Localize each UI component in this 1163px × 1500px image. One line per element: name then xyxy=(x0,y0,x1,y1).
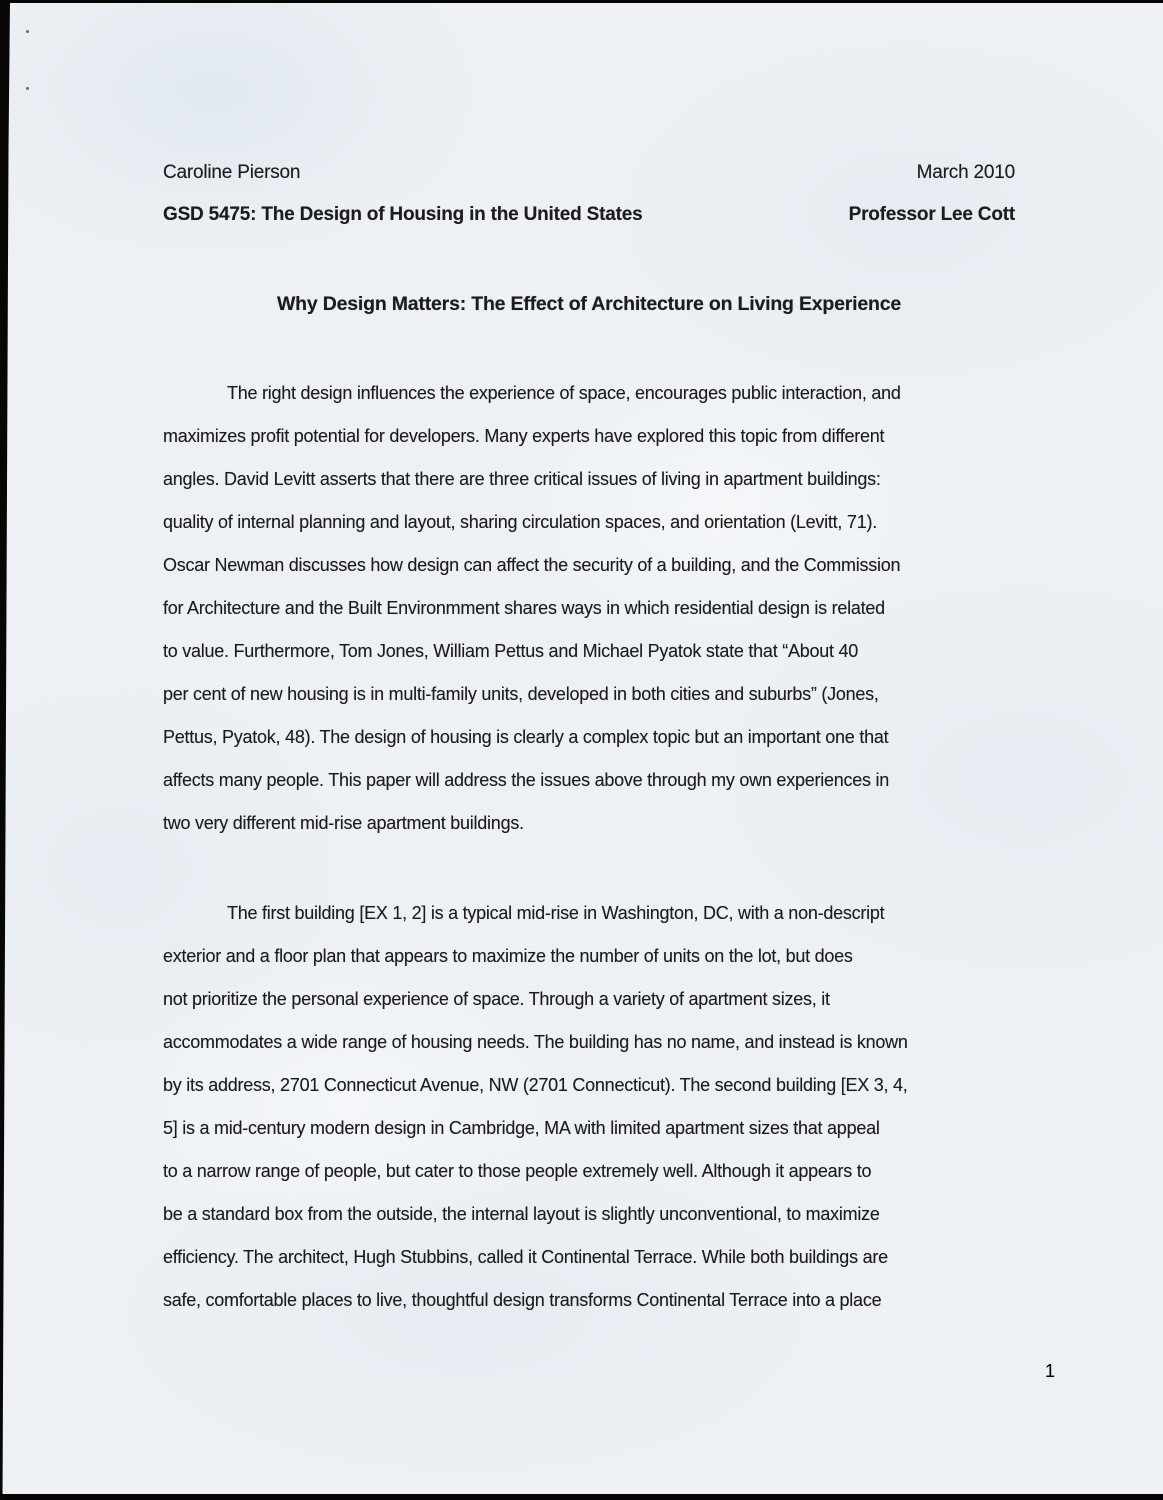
text-line: accommodates a wide range of housing needs. The building has no name, and instead is known xyxy=(163,1032,908,1052)
text-line: safe, comfortable places to live, thoughtful design transforms Continental Terrace into a place xyxy=(163,1290,882,1310)
text-line: to value. Furthermore, Tom Jones, William Pettus and Michael Pyatok state that “About 40 xyxy=(163,641,859,661)
text-line: exterior and a floor plan that appears to maximize the number of units on the lot, but does xyxy=(163,946,853,966)
text-line: for Architecture and the Built Environmment shares ways in which residential design is related xyxy=(163,598,885,618)
text-line: per cent of new housing is in multi-family units, developed in both cities and suburbs” (Jones, xyxy=(163,684,879,704)
document-header-row-2 xyxy=(163,202,1015,228)
paper-sheet xyxy=(2,3,1163,1494)
paragraph-2 xyxy=(163,892,1015,1322)
professor-name: Professor Lee Cott xyxy=(848,204,1015,225)
text-line: to a narrow range of people, but cater to those people extremely well. Although it appears to xyxy=(163,1161,872,1181)
text-line: Pettus, Pyatok, 48). The design of housing is clearly a complex topic but an important one that xyxy=(163,727,889,747)
text-line: The first building [EX 1, 2] is a typical mid-rise in Washington, DC, with a non-descript xyxy=(227,903,885,923)
author-name: Caroline Pierson xyxy=(163,162,301,183)
paragraph-1 xyxy=(163,372,1015,845)
text-line: maximizes profit potential for developers. Many experts have explored this topic from different xyxy=(163,426,885,446)
text-line: two very different mid-rise apartment buildings. xyxy=(163,813,524,833)
text-line: by its address, 2701 Connecticut Avenue, NW (2701 Connecticut). The second building [EX 3, 4, xyxy=(163,1075,908,1095)
scan-speck xyxy=(26,87,29,90)
page-title: Why Design Matters: The Effect of Architecture on Living Experience xyxy=(276,293,902,315)
text-line: affects many people. This paper will address the issues above through my own experiences in xyxy=(163,770,889,790)
text-line: efficiency. The architect, Hugh Stubbins, called it Continental Terrace. While both buildings are xyxy=(163,1247,888,1267)
text-line: be a standard box from the outside, the internal layout is slightly unconventional, to maximize xyxy=(163,1204,880,1224)
scan-speck xyxy=(26,30,29,33)
page-number: 1 xyxy=(1044,1361,1055,1381)
text-line: Oscar Newman discusses how design can affect the security of a building, and the Commission xyxy=(163,555,901,575)
document-date: March 2010 xyxy=(916,162,1015,183)
text-line: angles. David Levitt asserts that there are three critical issues of living in apartment buildings: xyxy=(163,469,881,489)
text-line: 5] is a mid-century modern design in Cambridge, MA with limited apartment sizes that appeal xyxy=(163,1118,880,1138)
text-line: quality of internal planning and layout, sharing circulation spaces, and orientation (Levitt, 71). xyxy=(163,512,877,532)
document-header-row-1 xyxy=(163,160,1015,186)
course-title: GSD 5475: The Design of Housing in the United States xyxy=(163,204,643,225)
text-line: not prioritize the personal experience of space. Through a variety of apartment sizes, it xyxy=(163,989,830,1009)
text-line: The right design influences the experience of space, encourages public interaction, and xyxy=(227,383,901,403)
document-content xyxy=(163,3,1015,1494)
